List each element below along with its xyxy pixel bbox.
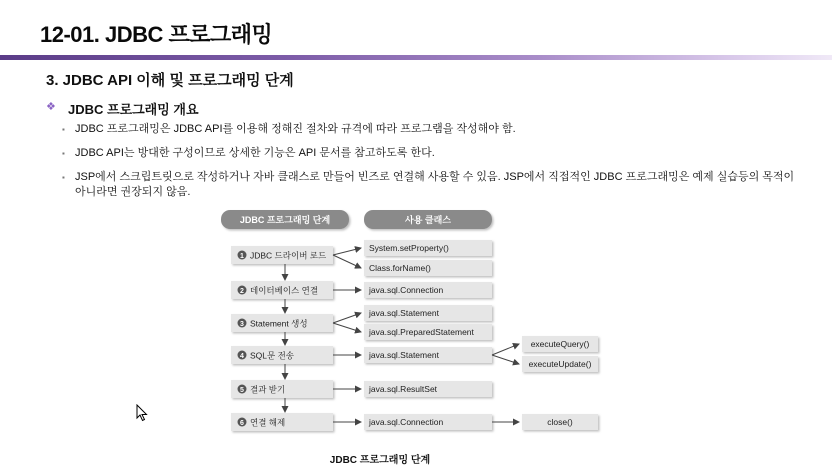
step-number: 2	[240, 288, 244, 295]
class-arrow	[333, 313, 361, 323]
method-label: executeUpdate()	[528, 359, 592, 369]
class-label: java.sql.Statement	[369, 308, 439, 318]
mouse-cursor-icon	[136, 404, 148, 422]
classes-header-label: 사용 클래스	[405, 215, 451, 225]
method-arrow	[492, 355, 519, 364]
class-label: java.sql.PreparedStatement	[369, 327, 474, 337]
steps-header-label: JDBC 프로그래밍 단계	[239, 215, 331, 225]
step-label: 결과 받기	[250, 384, 286, 395]
class-label: System.setProperty()	[369, 243, 449, 253]
class-label: java.sql.Connection	[369, 285, 444, 295]
bullet-item: ▪ JSP에서 스크립트릿으로 작성하거나 자바 클래스로 만들어 빈즈로 연결해 사용할 수 있음. JSP에서 직접적인 JDBC 프로그래밍은 예제 실습등의 목적이 아니라면 권장되지 않음.	[62, 170, 802, 200]
class-label: java.sql.Connection	[369, 417, 444, 427]
step-label: 연결 해제	[250, 417, 286, 428]
step-label: 데이터베이스 연결	[250, 285, 319, 296]
overview-heading: JDBC 프로그래밍 개요	[68, 102, 199, 117]
class-label: java.sql.ResultSet	[369, 384, 438, 394]
step-number: 1	[240, 253, 244, 260]
bullet-item: ▪ JDBC 프로그래밍은 JDBC API를 이용해 정해진 절차와 규격에 따라 프로그램을 작성해야 함.	[62, 122, 802, 137]
step-number: 4	[240, 353, 244, 360]
diamond-bullet-icon: ❖	[46, 101, 56, 113]
step-label: JDBC 드라이버 로드	[250, 250, 327, 261]
section-title: 3. JDBC API 이해 및 프로그래밍 단계	[46, 72, 294, 89]
method-label: executeQuery()	[530, 339, 590, 349]
diagram-caption: JDBC 프로그래밍 단계	[329, 455, 431, 466]
method-label: close()	[547, 417, 573, 427]
step-label: SQL문 전송	[250, 350, 295, 361]
class-arrow	[333, 323, 361, 332]
slide-title: 12-01. JDBC 프로그래밍	[40, 22, 273, 47]
class-label: java.sql.Statement	[369, 350, 439, 360]
step-number: 5	[240, 387, 244, 394]
class-arrow	[333, 248, 361, 255]
bullet-item: ▪ JDBC API는 방대한 구성이므로 상세한 기능은 API 문서를 참고하도록 한다.	[62, 146, 802, 161]
step-number: 6	[240, 420, 244, 427]
step-label: Statement 생성	[250, 318, 308, 329]
class-label: Class.forName()	[369, 263, 431, 273]
step-number: 3	[240, 321, 244, 328]
class-arrow	[333, 255, 361, 268]
method-arrow	[492, 344, 519, 355]
